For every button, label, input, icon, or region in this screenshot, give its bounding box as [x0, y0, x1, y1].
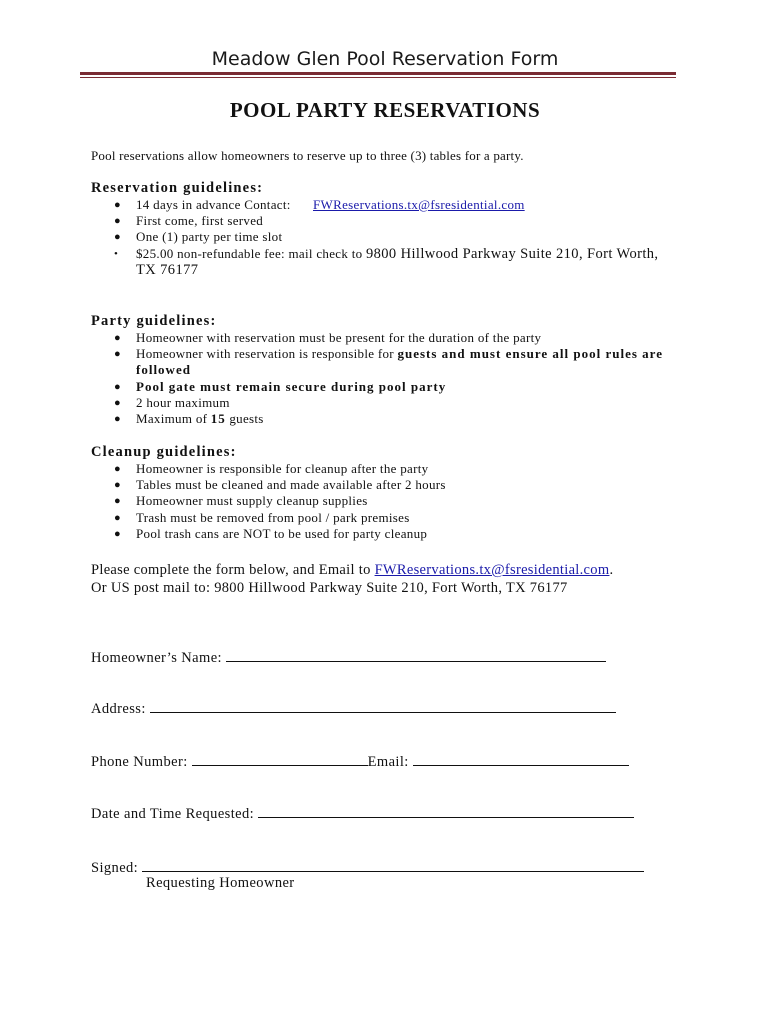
party-item-max-suffix: guests — [225, 411, 264, 427]
party-item-duration: 2 hour maximum — [136, 394, 230, 410]
list-item — [91, 493, 681, 509]
list-item — [91, 526, 681, 542]
bullet-icon: ● — [114, 527, 121, 540]
list-item — [91, 510, 681, 526]
bullet-icon: ● — [114, 413, 121, 426]
bullet-icon: ● — [114, 380, 121, 393]
address-label: Address: — [91, 701, 150, 717]
email-input[interactable] — [413, 751, 629, 766]
party-item-max-count: 15 — [210, 411, 226, 427]
bullet-icon: ● — [114, 215, 121, 228]
homeowner-name-input[interactable] — [226, 647, 606, 662]
party-item-max-prefix: Maximum of — [136, 411, 211, 427]
cleanup-item: Trash must be removed from pool / park premises — [136, 509, 410, 525]
reservation-heading: Reservation guidelines: — [91, 180, 264, 196]
page-header: Meadow Glen Pool Reservation Form — [211, 48, 559, 70]
party-item-present: Homeowner with reservation must be present for the duration of the party — [136, 330, 542, 345]
instructions-line-1 — [91, 561, 613, 579]
party-item-gate: Pool gate must remain secure during pool party — [136, 378, 447, 394]
address-field — [91, 698, 616, 718]
cleanup-heading: Cleanup guidelines: — [91, 444, 237, 460]
instructions-prefix: Please complete the form below, and Email to — [91, 562, 375, 578]
form-email-link[interactable]: FWReservations.tx@fsresidential.com — [374, 562, 610, 578]
reservation-item-one-party: One (1) party per time slot — [136, 229, 283, 245]
homeowner-name-field — [91, 647, 606, 667]
reservation-item-advance: 14 days in advance Contact: — [136, 197, 291, 212]
bullet-icon: ● — [114, 231, 121, 244]
homeowner-name-label: Homeowner’s Name: — [91, 650, 226, 666]
party-item-responsible: Homeowner with reservation is responsible for — [136, 346, 398, 362]
bullet-icon: ● — [114, 463, 121, 475]
cleanup-item: Tables must be cleaned and made available after 2 hours — [136, 477, 446, 493]
party-item-responsible-bold: guests and must ensure all pool rules are followed — [136, 346, 663, 378]
cleanup-item: Pool trash cans are NOT to be used for party cleanup — [136, 525, 428, 541]
list-item — [91, 229, 681, 245]
page-title: POOL PARTY RESERVATIONS — [229, 98, 541, 122]
list-item — [91, 379, 681, 395]
instructions-suffix: . — [609, 562, 614, 578]
bullet-icon: ● — [114, 511, 121, 524]
instructions-line-2: Or US post mail to: 9800 Hillwood Parkway Suite 210, Fort Worth, TX 76177 — [91, 580, 568, 596]
header-rule-thick — [80, 72, 676, 75]
reservation-fee-address: 9800 Hillwood Parkway Suite 210, Fort Worth, TX 76177 — [136, 245, 659, 278]
date-time-label: Date and Time Requested: — [91, 806, 259, 822]
bullet-icon: ● — [114, 332, 121, 344]
phone-label: Phone Number: — [91, 754, 192, 770]
list-item — [91, 411, 681, 427]
bullet-icon: ● — [114, 199, 121, 211]
party-heading: Party guidelines: — [91, 313, 217, 329]
list-item — [91, 197, 681, 213]
cleanup-item: Homeowner is responsible for cleanup after the party — [136, 461, 429, 476]
email-label: Email: — [367, 754, 413, 770]
list-item — [91, 213, 681, 229]
phone-email-field — [91, 751, 629, 771]
bullet-icon: ● — [114, 495, 121, 508]
signed-field — [91, 857, 644, 877]
signed-caption: Requesting Homeowner — [146, 875, 295, 891]
bullet-icon: ● — [114, 479, 121, 492]
date-time-field — [91, 803, 634, 823]
header-rule-thin — [80, 77, 676, 78]
list-item — [91, 346, 681, 378]
list-item — [91, 477, 681, 493]
list-item — [91, 395, 681, 411]
phone-input[interactable] — [192, 751, 368, 766]
signature-input[interactable] — [142, 857, 644, 872]
bullet-icon: ● — [114, 348, 121, 361]
cleanup-list — [91, 461, 681, 542]
intro-text: Pool reservations allow homeowners to reserve up to three (3) tables for a party. — [91, 148, 524, 163]
list-item — [91, 246, 681, 278]
address-input[interactable] — [150, 698, 616, 713]
bullet-icon: • — [114, 247, 119, 260]
list-item — [91, 461, 681, 477]
reservation-list — [91, 197, 681, 278]
date-time-input[interactable] — [258, 803, 634, 818]
signed-label: Signed: — [91, 860, 143, 876]
contact-email-link[interactable]: FWReservations.tx@fsresidential.com — [313, 197, 525, 212]
cleanup-item: Homeowner must supply cleanup supplies — [136, 493, 368, 509]
reservation-item-fee: $25.00 non-refundable fee: mail check to — [136, 245, 366, 261]
list-item — [91, 330, 681, 346]
party-list — [91, 330, 681, 427]
reservation-item-first-come: First come, first served — [136, 213, 264, 229]
bullet-icon: ● — [114, 396, 121, 409]
